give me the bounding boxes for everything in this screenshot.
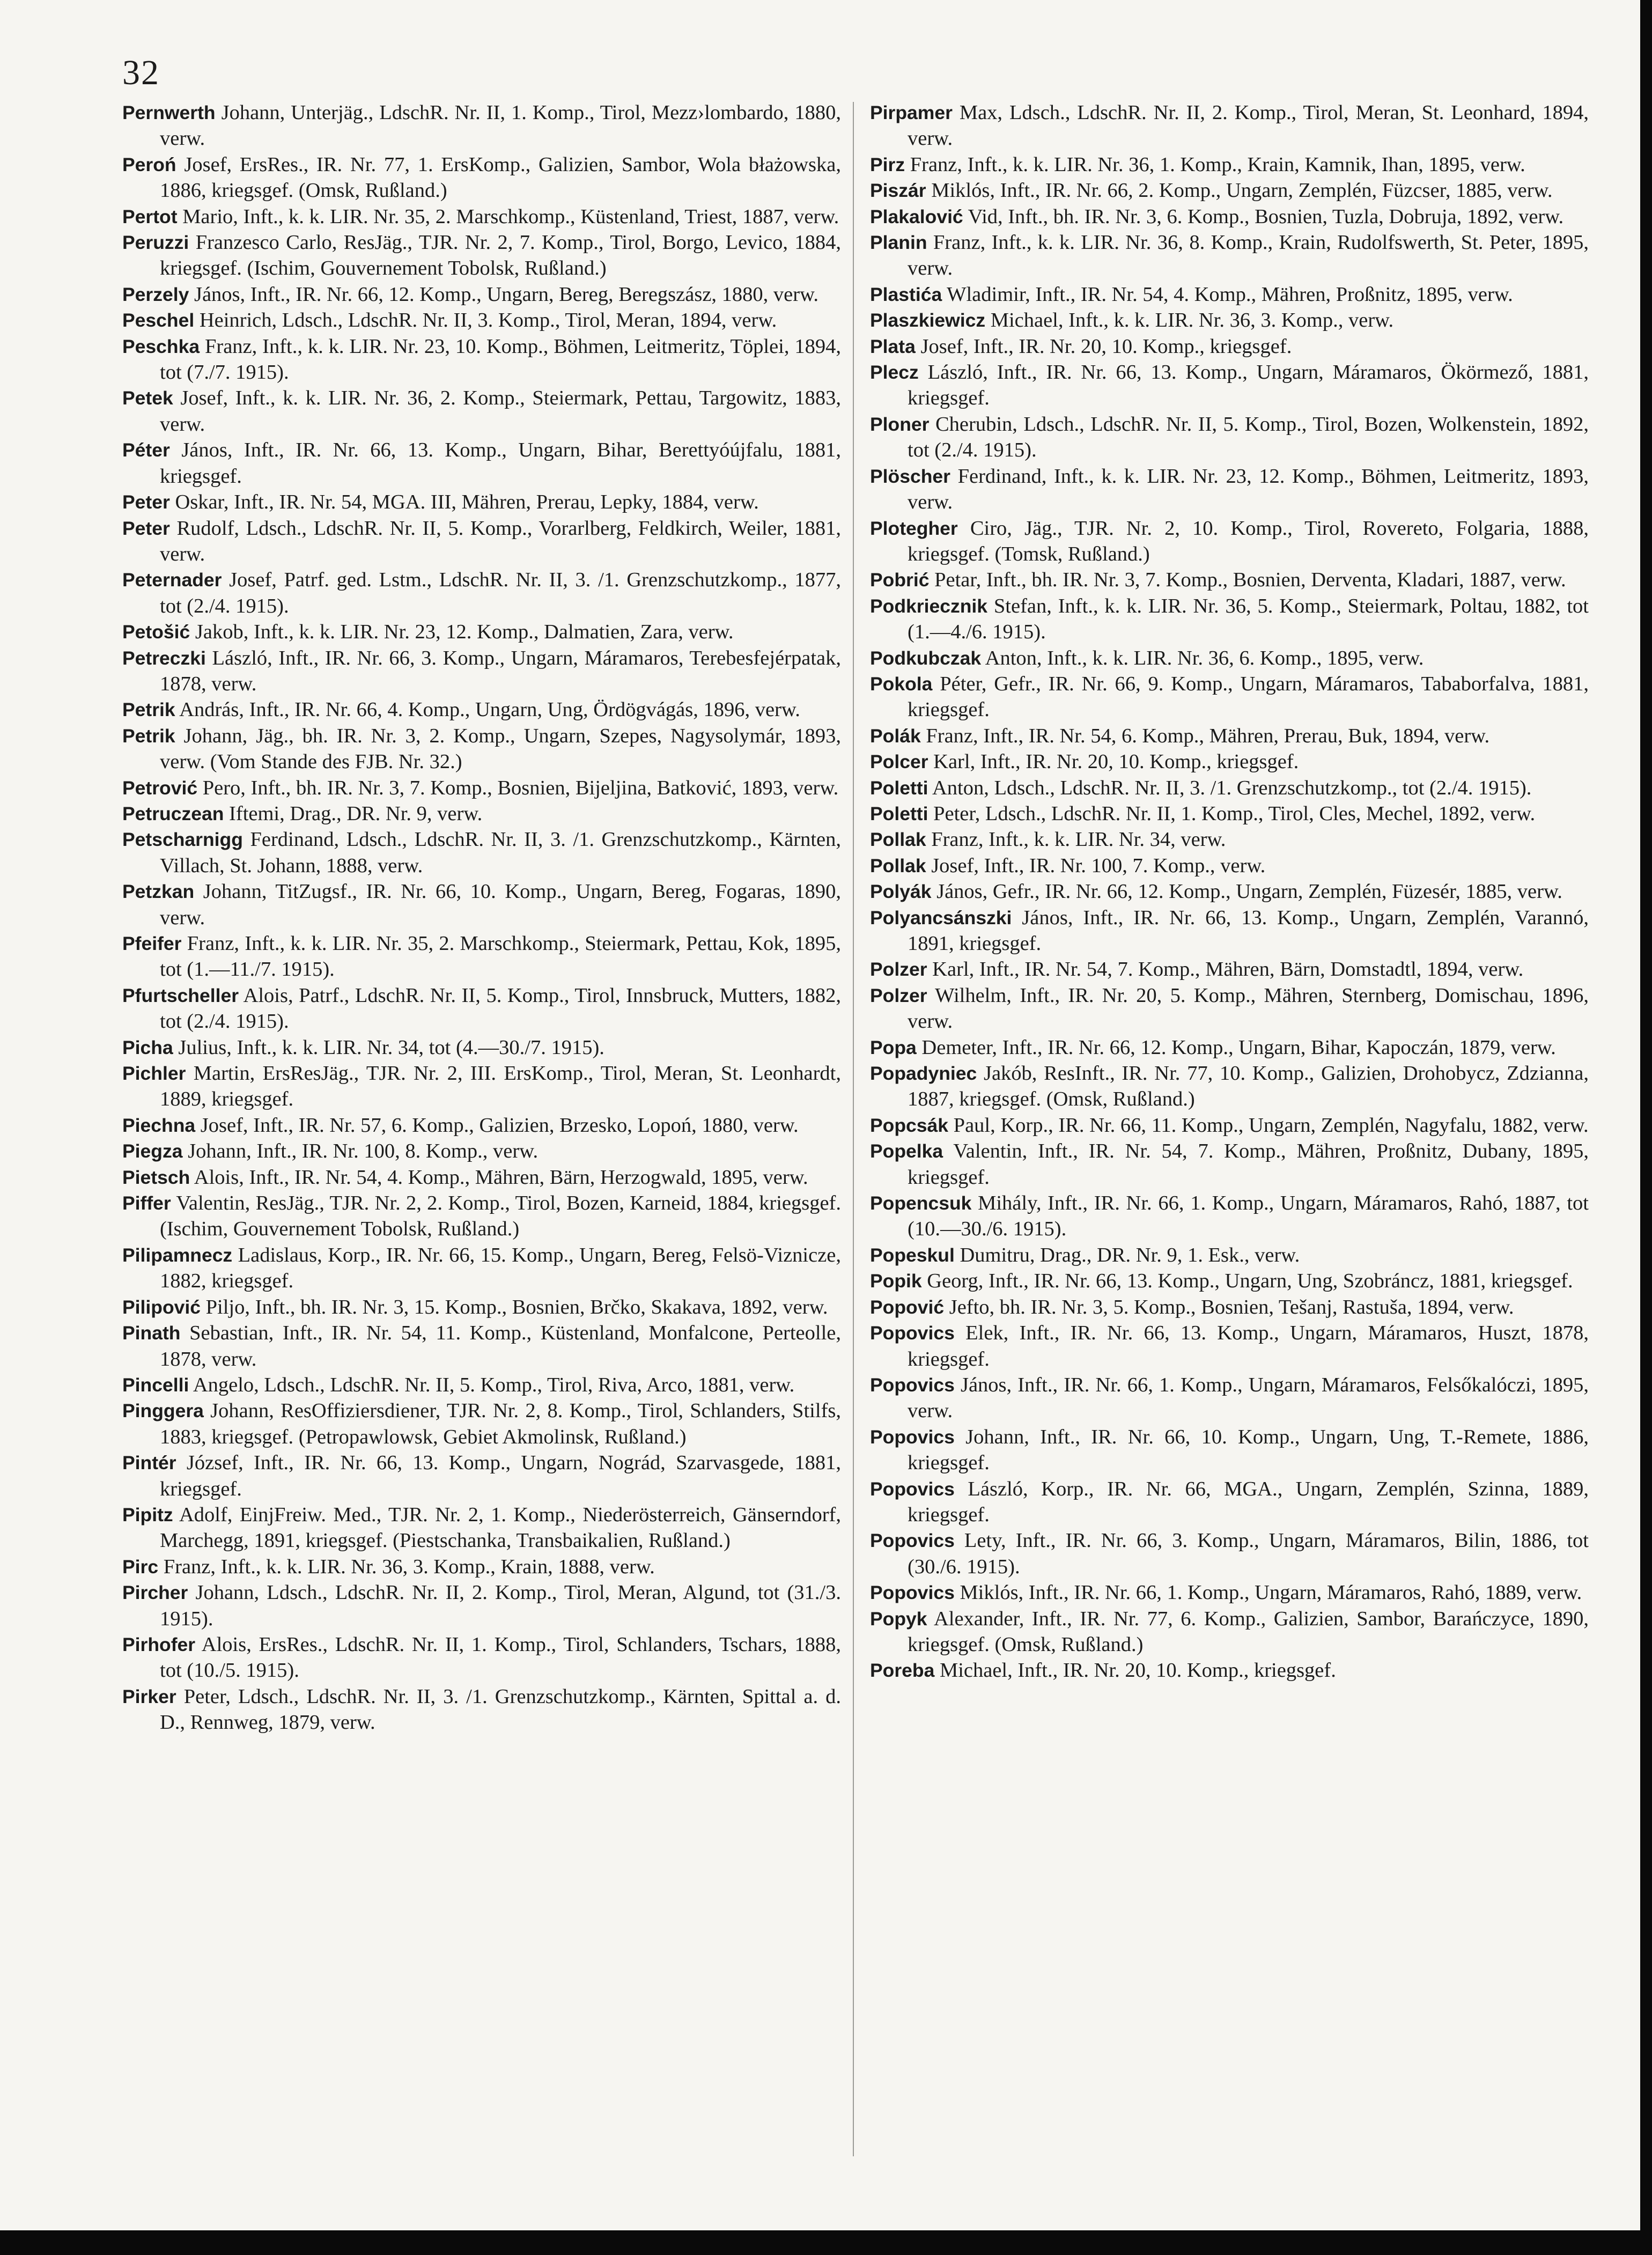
list-item xyxy=(870,983,1589,1035)
list-item xyxy=(870,1190,1589,1242)
list-item xyxy=(870,827,1589,852)
entry-surname: Polcer xyxy=(870,751,928,773)
list-item xyxy=(870,1476,1589,1528)
entry-details: Sebastian, Inft., IR. Nr. 54, 11. Komp., Küstenland, Monfalcone, Perteolle, 1878, verw. xyxy=(160,1322,841,1370)
entry-surname: Pilipamnecz xyxy=(122,1244,233,1266)
entry-surname: Pirhofer xyxy=(122,1633,196,1655)
entry-details: Jakób, ResInft., IR. Nr. 77, 10. Komp., Galizien, Drohobycz, Zdzianna, 1887, kriegsgef. (Omsk, Rußland.) xyxy=(908,1062,1589,1111)
list-item xyxy=(870,956,1589,982)
entry-surname: Popadyniec xyxy=(870,1063,977,1085)
list-item xyxy=(122,567,841,619)
entry-details: Alois, Inft., IR. Nr. 54, 4. Komp., Mähren, Bärn, Herzogwald, 1895, verw. xyxy=(190,1166,808,1189)
entry-details: Josef, Patrf. ged. Lstm., LdschR. Nr. II, 3. /1. Grenzschutzkomp., 1877, tot (2./4. 1915). xyxy=(160,569,841,617)
entry-surname: Pfeifer xyxy=(122,933,182,954)
entry-surname: Perzely xyxy=(122,283,189,305)
entry-details: Oskar, Inft., IR. Nr. 54, MGA. III, Mähren, Prerau, Lepky, 1884, verw. xyxy=(169,491,759,514)
entry-surname: Pietsch xyxy=(122,1166,190,1188)
entry-details: Adolf, EinjFreiw. Med., TJR. Nr. 2, 1. Komp., Niederösterreich, Gänserndorf, Marchegg, 1891, kriegsgef. (Piestschanka, Transbaikalien, Rußland.) xyxy=(160,1503,841,1552)
entry-details: Piljo, Inft., bh. IR. Nr. 3, 15. Komp., Bosnien, Brčko, Skakava, 1892, verw. xyxy=(201,1295,828,1318)
entry-surname: Petzkan xyxy=(122,881,195,903)
entry-details: Franz, Inft., k. k. LIR. Nr. 23, 10. Komp., Böhmen, Leitmeritz, Töplei, 1894, tot (7./7. 1915). xyxy=(160,335,841,384)
entry-details: Valentin, ResJäg., TJR. Nr. 2, 2. Komp., Tirol, Bozen, Karneid, 1884, kriegsgef. (Ischim, Gouvernement Tobolsk, Rußland.) xyxy=(160,1192,841,1241)
entry-details: Ciro, Jäg., TJR. Nr. 2, 10. Komp., Tirol, Rovereto, Folgaria, 1888, kriegsgef. (Tomsk, Rußland.) xyxy=(908,517,1589,565)
list-item xyxy=(122,697,841,723)
entry-surname: Polyancsánszki xyxy=(870,907,1012,928)
entry-details: Dumitru, Drag., DR. Nr. 9, 1. Esk., verw. xyxy=(954,1243,1300,1266)
entry-surname: Plata xyxy=(870,335,916,357)
list-item xyxy=(870,152,1589,178)
entry-details: Jefto, bh. IR. Nr. 3, 5. Komp., Bosnien, Tešanj, Rastuša, 1894, verw. xyxy=(944,1295,1514,1318)
list-item xyxy=(870,905,1589,957)
list-item xyxy=(122,1320,841,1372)
list-item xyxy=(122,1165,841,1190)
entry-details: Iftemi, Drag., DR. Nr. 9, verw. xyxy=(224,802,483,825)
entry-details: Franz, Inft., k. k. LIR. Nr. 34, verw. xyxy=(926,828,1226,851)
list-item xyxy=(870,1606,1589,1658)
list-item xyxy=(870,1528,1589,1580)
list-item xyxy=(870,463,1589,515)
list-item xyxy=(870,1424,1589,1476)
entry-details: János, Inft., IR. Nr. 66, 13. Komp., Ungarn, Bihar, Berettyóújfalu, 1881, kriegsgef. xyxy=(160,439,841,488)
list-item xyxy=(870,645,1589,671)
entry-details: Franz, Inft., k. k. LIR. Nr. 35, 2. Marschkomp., Steiermark, Pettau, Kok, 1895, tot (1.—11./7. 1915). xyxy=(160,932,841,981)
entry-surname: Piszár xyxy=(870,180,926,202)
entry-details: József, Inft., IR. Nr. 66, 13. Komp., Ungarn, Nográd, Szarvasgede, 1881, kriegsgef. xyxy=(160,1451,841,1500)
entry-surname: Popa xyxy=(870,1036,917,1058)
entry-surname: Pipitz xyxy=(122,1504,173,1526)
entry-surname: Popovics xyxy=(870,1478,955,1500)
entry-details: Ladislaus, Korp., IR. Nr. 66, 15. Komp., Ungarn, Bereg, Felsö-Viznicze, 1882, kriegsgef. xyxy=(160,1243,841,1293)
list-item xyxy=(870,411,1589,463)
entry-surname: Planin xyxy=(870,232,927,254)
entry-surname: Popyk xyxy=(870,1608,927,1630)
list-item xyxy=(122,645,841,697)
entry-details: Alexander, Inft., IR. Nr. 77, 6. Komp., Galizien, Sambor, Barańczyce, 1890, kriegsgef. (Omsk, Rußland.) xyxy=(908,1607,1589,1656)
entry-details: Cherubin, Ldsch., LdschR. Nr. II, 5. Komp., Tirol, Bozen, Wolkenstein, 1892, tot (2./4. 1915). xyxy=(908,412,1589,462)
entry-surname: Pichler xyxy=(122,1063,186,1085)
entry-details: Ferdinand, Ldsch., LdschR. Nr. II, 3. /1. Grenzschutzkomp., Kärnten, Villach, St. Johann, 1888, verw. xyxy=(160,828,841,877)
entry-details: Franz, Inft., k. k. LIR. Nr. 36, 3. Komp., Krain, 1888, verw. xyxy=(158,1555,655,1578)
list-item xyxy=(870,307,1589,333)
list-item xyxy=(870,178,1589,203)
entry-surname: Pilipović xyxy=(122,1296,201,1318)
entry-details: Franz, Inft., IR. Nr. 54, 6. Komp., Mähren, Prerau, Buk, 1894, verw. xyxy=(920,724,1490,747)
entry-details: Wladimir, Inft., IR. Nr. 54, 4. Komp., Mähren, Proßnitz, 1895, verw. xyxy=(942,283,1513,306)
entry-surname: Polzer xyxy=(870,984,927,1006)
entry-surname: Polák xyxy=(870,725,921,747)
entry-details: Angelo, Ldsch., LdschR. Nr. II, 5. Komp., Tirol, Riva, Arco, 1881, verw. xyxy=(189,1373,795,1396)
entry-details: Max, Ldsch., LdschR. Nr. II, 2. Komp., Tirol, Meran, St. Leonhard, 1894, verw. xyxy=(908,101,1589,150)
entry-details: Valentin, Inft., IR. Nr. 54, 7. Komp., Mähren, Proßnitz, Dubany, 1895, kriegsgef. xyxy=(908,1140,1589,1189)
list-item xyxy=(122,1580,841,1632)
entry-details: Rudolf, Ldsch., LdschR. Nr. II, 5. Komp., Vorarlberg, Feldkirch, Weiler, 1881, verw. xyxy=(160,517,841,565)
list-item xyxy=(870,1268,1589,1294)
entry-surname: Petreczki xyxy=(122,647,206,669)
list-item xyxy=(870,1320,1589,1372)
entry-details: Stefan, Inft., k. k. LIR. Nr. 36, 5. Komp., Steiermark, Poltau, 1882, tot (1.—4./6. 1915). xyxy=(908,594,1589,644)
entry-details: László, Korp., IR. Nr. 66, MGA., Ungarn, Zemplén, Szinna, 1889, kriegsgef. xyxy=(908,1477,1589,1526)
entry-details: László, Inft., IR. Nr. 66, 3. Komp., Ungarn, Máramaros, Terebesfejérpatak, 1878, verw. xyxy=(160,646,841,695)
entry-surname: Plakalović xyxy=(870,205,963,227)
list-item xyxy=(122,983,841,1035)
entry-surname: Popeskul xyxy=(870,1244,955,1266)
list-item xyxy=(122,152,841,204)
entry-details: András, Inft., IR. Nr. 66, 4. Komp., Ungarn, Ung, Ördögvágás, 1896, verw. xyxy=(175,698,800,721)
entry-surname: Plaszkiewicz xyxy=(870,309,986,331)
entry-surname: Pinath xyxy=(122,1322,181,1344)
entry-details: Johann, Inft., IR. Nr. 66, 10. Komp., Ungarn, Ung, T.-Remete, 1886, kriegsgef. xyxy=(908,1425,1589,1475)
list-item xyxy=(122,489,841,515)
entry-details: Johann, TitZugsf., IR. Nr. 66, 10. Komp., Ungarn, Bereg, Fogaras, 1890, verw. xyxy=(160,880,841,929)
entry-surname: Podkriecznik xyxy=(870,595,987,617)
list-item xyxy=(870,671,1589,723)
entry-surname: Ploner xyxy=(870,413,930,435)
entry-surname: Petscharnigg xyxy=(122,829,243,851)
list-item xyxy=(122,619,841,645)
entry-surname: Popović xyxy=(870,1296,945,1318)
entry-details: Georg, Inft., IR. Nr. 66, 13. Komp., Ungarn, Ung, Szobráncz, 1881, kriegsgef. xyxy=(921,1270,1573,1293)
list-item xyxy=(122,1398,841,1450)
entry-details: Miklós, Inft., IR. Nr. 66, 1. Komp., Ungarn, Máramaros, Rahó, 1889, verw. xyxy=(954,1581,1582,1604)
list-item xyxy=(870,749,1589,775)
entry-surname: Pirc xyxy=(122,1556,159,1578)
entry-surname: Peter xyxy=(122,491,170,513)
entry-details: Péter, Gefr., IR. Nr. 66, 9. Komp., Ungarn, Máramaros, Tababorfalva, 1881, kriegsgef. xyxy=(908,672,1589,721)
entry-details: Paul, Korp., IR. Nr. 66, 11. Komp., Ungarn, Zemplén, Nagyfalu, 1882, verw. xyxy=(948,1114,1589,1137)
entry-surname: Popovics xyxy=(870,1322,955,1344)
entry-surname: Piegza xyxy=(122,1140,183,1162)
entry-details: Elek, Inft., IR. Nr. 66, 13. Komp., Ungarn, Máramaros, Huszt, 1878, kriegsgef. xyxy=(908,1322,1589,1370)
list-item xyxy=(870,1580,1589,1605)
entry-surname: Pirpamer xyxy=(870,102,953,123)
entry-details: János, Inft., IR. Nr. 66, 13. Komp., Ungarn, Zemplén, Varannó, 1891, kriegsgef. xyxy=(908,906,1589,955)
list-item xyxy=(870,593,1589,645)
entry-details: Johann, Unterjäg., LdschR. Nr. II, 1. Komp., Tirol, Mezz›lombardo, 1880, verw. xyxy=(160,101,841,150)
entry-details: Alois, ErsRes., LdschR. Nr. II, 1. Komp., Tirol, Schlanders, Tschars, 1888, tot (10./5. 1915). xyxy=(160,1633,841,1682)
list-item xyxy=(122,230,841,282)
list-item xyxy=(870,723,1589,749)
list-item xyxy=(870,1657,1589,1683)
entry-surname: Pinggera xyxy=(122,1400,204,1422)
list-item xyxy=(870,359,1589,411)
entry-surname: Popencsuk xyxy=(870,1192,972,1214)
list-item xyxy=(870,515,1589,568)
entry-surname: Plotegher xyxy=(870,517,958,539)
entry-surname: Plecz xyxy=(870,362,919,384)
list-item xyxy=(870,567,1589,593)
entry-details: Pero, Inft., bh. IR. Nr. 3, 7. Komp., Bosnien, Bijeljina, Batković, 1893, verw. xyxy=(197,776,839,799)
entry-surname: Petošić xyxy=(122,621,190,643)
entry-details: János, Gefr., IR. Nr. 66, 12. Komp., Ungarn, Zemplén, Füzesér, 1885, verw. xyxy=(931,880,1562,903)
list-item xyxy=(122,282,841,307)
entry-surname: Peter xyxy=(122,517,170,539)
entry-surname: Poreba xyxy=(870,1660,935,1682)
entry-details: Karl, Inft., IR. Nr. 20, 10. Komp., kriegsgef. xyxy=(928,750,1299,773)
entry-details: Martin, ErsResJäg., TJR. Nr. 2, III. ErsKomp., Tirol, Meran, St. Leonhardt, 1889, kriegsgef. xyxy=(160,1062,841,1111)
list-item xyxy=(870,1112,1589,1138)
entry-surname: Pfurtscheller xyxy=(122,984,239,1006)
entry-surname: Peroń xyxy=(122,153,176,175)
entry-details: Mario, Inft., k. k. LIR. Nr. 35, 2. Marschkomp., Küstenland, Triest, 1887, verw. xyxy=(177,205,839,228)
entry-details: Josef, Inft., k. k. LIR. Nr. 36, 2. Komp., Steiermark, Pettau, Targowitz, 1883, verw. xyxy=(160,387,841,436)
entry-surname: Pirz xyxy=(870,153,905,175)
list-item xyxy=(122,1294,841,1320)
list-item xyxy=(122,1632,841,1684)
entry-details: Johann, ResOffiziersdiener, TJR. Nr. 2, 8. Komp., Tirol, Schlanders, Stilfs, 1883, kriegsgef. (Petropawlowsk, Gebiet Akmolinsk, Rußland.) xyxy=(160,1399,841,1448)
entry-surname: Popik xyxy=(870,1270,922,1292)
list-item xyxy=(122,1190,841,1242)
list-item xyxy=(122,723,841,775)
entry-surname: Pirker xyxy=(122,1685,176,1707)
entry-details: Peter, Ldsch., LdschR. Nr. II, 3. /1. Grenzschutzkomp., Kärnten, Spittal a. d. D., Rennweg, 1879, verw. xyxy=(160,1685,841,1734)
entry-surname: Popcsák xyxy=(870,1114,949,1136)
entry-surname: Pintér xyxy=(122,1452,176,1474)
entry-surname: Piffer xyxy=(122,1192,171,1214)
list-item xyxy=(122,1684,841,1736)
entry-details: Josef, ErsRes., IR. Nr. 77, 1. ErsKomp., Galizien, Sambor, Wola błażowska, 1886, kriegsgef. (Omsk, Rußland.) xyxy=(160,153,841,202)
list-item xyxy=(122,1060,841,1112)
page-number: 32 xyxy=(122,53,160,92)
list-item xyxy=(122,1242,841,1294)
list-item xyxy=(870,204,1589,230)
entry-details: Franzesco Carlo, ResJäg., TJR. Nr. 2, 7. Komp., Tirol, Borgo, Levico, 1884, kriegsgef. (Ischim, Gouvernement Tobolsk, Rußland.) xyxy=(160,231,841,280)
entry-details: Alois, Patrf., LdschR. Nr. II, 5. Komp., Tirol, Innsbruck, Mutters, 1882, tot (2./4. 1915). xyxy=(160,984,841,1033)
entry-details: Lety, Inft., IR. Nr. 66, 3. Komp., Ungarn, Máramaros, Bilin, 1886, tot (30./6. 1915). xyxy=(908,1529,1589,1578)
entry-surname: Péter xyxy=(122,439,170,461)
entry-details: Petar, Inft., bh. IR. Nr. 3, 7. Komp., Bosnien, Derventa, Kladari, 1887, verw. xyxy=(929,569,1566,592)
list-item xyxy=(870,1372,1589,1424)
column-divider xyxy=(853,102,854,2156)
entry-details: Heinrich, Ldsch., LdschR. Nr. II, 3. Komp., Tirol, Meran, 1894, verw. xyxy=(194,309,777,332)
list-item xyxy=(122,879,841,931)
list-item xyxy=(870,853,1589,879)
entry-surname: Petek xyxy=(122,387,173,409)
list-item xyxy=(122,1035,841,1060)
list-item xyxy=(122,1112,841,1138)
list-item xyxy=(122,801,841,827)
entry-surname: Pollak xyxy=(870,829,926,851)
entry-details: Franz, Inft., k. k. LIR. Nr. 36, 8. Komp., Krain, Rudolfswerth, St. Peter, 1895, verw. xyxy=(908,231,1589,280)
list-item xyxy=(122,1502,841,1554)
entry-details: Anton, Inft., k. k. LIR. Nr. 36, 6. Komp., 1895, verw. xyxy=(981,646,1424,669)
list-item xyxy=(122,1554,841,1580)
entry-details: Franz, Inft., k. k. LIR. Nr. 36, 1. Komp., Krain, Kamnik, Ihan, 1895, verw. xyxy=(905,153,1525,176)
entry-surname: Pokola xyxy=(870,673,933,695)
entry-surname: Pobrić xyxy=(870,569,930,591)
entry-surname: Popovics xyxy=(870,1426,955,1448)
list-item xyxy=(870,230,1589,282)
right-column xyxy=(870,100,1589,1684)
list-item xyxy=(870,1035,1589,1060)
entry-surname: Pincelli xyxy=(122,1374,189,1396)
entry-details: Peter, Ldsch., LdschR. Nr. II, 1. Komp., Tirol, Cles, Mechel, 1892, verw. xyxy=(928,802,1536,825)
entry-details: Michael, Inft., IR. Nr. 20, 10. Komp., kriegsgef. xyxy=(934,1659,1336,1682)
list-item xyxy=(870,801,1589,827)
list-item xyxy=(122,1138,841,1164)
entry-surname: Popovics xyxy=(870,1374,955,1396)
entry-surname: Plöscher xyxy=(870,465,950,487)
entry-surname: Peternader xyxy=(122,569,222,591)
entry-details: Anton, Ldsch., LdschR. Nr. II, 3. /1. Grenzschutzkomp., tot (2./4. 1915). xyxy=(928,776,1532,799)
list-item xyxy=(122,1450,841,1502)
entry-details: János, Inft., IR. Nr. 66, 1. Komp., Ungarn, Máramaros, Felsőkalóczi, 1895, verw. xyxy=(908,1373,1589,1423)
list-item xyxy=(870,100,1589,152)
entry-details: Josef, Inft., IR. Nr. 57, 6. Komp., Galizien, Brzesko, Lopoń, 1880, verw. xyxy=(195,1114,799,1137)
entry-surname: Peruzzi xyxy=(122,232,189,254)
entry-surname: Pertot xyxy=(122,205,178,227)
entry-surname: Pollak xyxy=(870,854,926,876)
entry-surname: Popovics xyxy=(870,1582,955,1604)
entry-details: Mihály, Inft., IR. Nr. 66, 1. Komp., Ungarn, Máramaros, Rahó, 1887, tot (10.—30./6. 1915). xyxy=(908,1192,1589,1241)
entry-surname: Podkubczak xyxy=(870,647,982,669)
list-item xyxy=(122,100,841,152)
entry-surname: Peschka xyxy=(122,335,200,357)
list-item xyxy=(122,385,841,437)
entry-details: Demeter, Inft., IR. Nr. 66, 12. Komp., Ungarn, Bihar, Kapoczán, 1879, verw. xyxy=(916,1036,1556,1059)
entry-surname: Petrik xyxy=(122,725,175,747)
entry-details: Michael, Inft., k. k. LIR. Nr. 36, 3. Komp., verw. xyxy=(985,309,1394,332)
entry-details: Julius, Inft., k. k. LIR. Nr. 34, tot (4.—30./7. 1915). xyxy=(173,1036,604,1059)
list-item xyxy=(122,1372,841,1398)
entry-surname: Plastića xyxy=(870,283,942,305)
entry-details: Johann, Inft., IR. Nr. 100, 8. Komp., verw. xyxy=(182,1140,539,1163)
list-item xyxy=(122,827,841,879)
list-item xyxy=(870,1294,1589,1320)
entry-details: Miklós, Inft., IR. Nr. 66, 2. Komp., Ungarn, Zemplén, Füzcser, 1885, verw. xyxy=(926,179,1553,202)
list-item xyxy=(870,1060,1589,1112)
entry-details: Ferdinand, Inft., k. k. LIR. Nr. 23, 12. Komp., Böhmen, Leitmeritz, 1893, verw. xyxy=(908,465,1589,514)
entry-surname: Petrik xyxy=(122,699,175,721)
list-item xyxy=(870,334,1589,359)
entry-details: Josef, Inft., IR. Nr. 20, 10. Komp., kriegsgef. xyxy=(915,335,1292,358)
list-item xyxy=(122,334,841,386)
left-column xyxy=(122,100,841,1736)
entry-surname: Polyák xyxy=(870,881,932,903)
entry-surname: Poletti xyxy=(870,777,928,799)
list-item xyxy=(122,775,841,801)
list-item xyxy=(122,515,841,568)
entry-surname: Petrović xyxy=(122,777,198,799)
list-item xyxy=(122,437,841,489)
list-item xyxy=(870,1242,1589,1268)
entry-details: Johann, Jäg., bh. IR. Nr. 3, 2. Komp., Ungarn, Szepes, Nagysolymár, 1893, verw. (Vom Stande des FJB. Nr. 32.) xyxy=(160,724,841,773)
list-item xyxy=(122,204,841,230)
entry-surname: Poletti xyxy=(870,802,928,824)
list-item xyxy=(870,775,1589,801)
entry-details: Jakob, Inft., k. k. LIR. Nr. 23, 12. Komp., Dalmatien, Zara, verw. xyxy=(190,621,734,644)
list-item xyxy=(870,879,1589,904)
entry-details: Johann, Ldsch., LdschR. Nr. II, 2. Komp., Tirol, Meran, Algund, tot (31./3. 1915). xyxy=(160,1581,841,1630)
entry-details: Karl, Inft., IR. Nr. 54, 7. Komp., Mähren, Bärn, Domstadtl, 1894, verw. xyxy=(927,958,1524,981)
entry-surname: Peschel xyxy=(122,309,195,331)
entry-surname: Popelka xyxy=(870,1140,943,1162)
entry-details: János, Inft., IR. Nr. 66, 12. Komp., Ungarn, Bereg, Beregszász, 1880, verw. xyxy=(189,283,818,306)
list-item xyxy=(870,1138,1589,1190)
list-item xyxy=(122,307,841,333)
entry-details: Wilhelm, Inft., IR. Nr. 20, 5. Komp., Mähren, Sternberg, Domischau, 1896, verw. xyxy=(908,984,1589,1033)
entry-details: Vid, Inft., bh. IR. Nr. 3, 6. Komp., Bosnien, Tuzla, Dobruja, 1892, verw. xyxy=(963,205,1564,228)
list-item xyxy=(122,931,841,983)
entry-surname: Pircher xyxy=(122,1582,188,1604)
entry-surname: Picha xyxy=(122,1036,173,1058)
entry-details: Josef, Inft., IR. Nr. 100, 7. Komp., verw. xyxy=(926,854,1266,877)
entry-surname: Pernwerth xyxy=(122,102,216,123)
entry-surname: Piechna xyxy=(122,1114,196,1136)
list-item xyxy=(870,282,1589,307)
entry-details: László, Inft., IR. Nr. 66, 13. Komp., Ungarn, Máramaros, Ökörmező, 1881, kriegsgef. xyxy=(908,361,1589,410)
entry-surname: Petruczean xyxy=(122,802,224,824)
entry-surname: Popovics xyxy=(870,1530,955,1552)
entry-surname: Polzer xyxy=(870,959,927,981)
